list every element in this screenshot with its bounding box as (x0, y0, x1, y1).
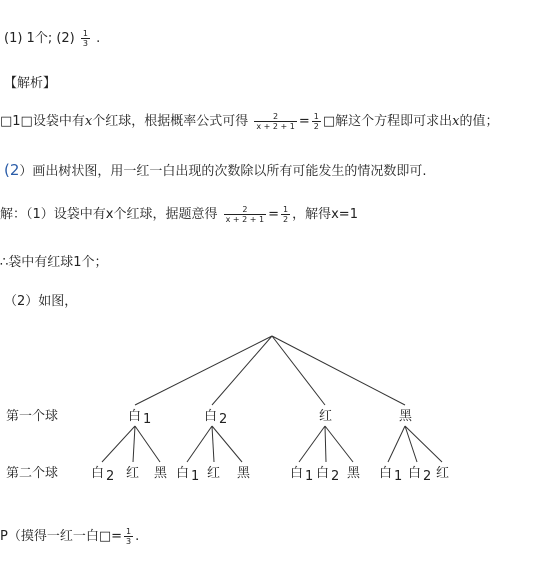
tree-edge (325, 426, 326, 462)
solution-fraction-1: $\frac{2}{x + 2 + 1}$ (225, 205, 265, 224)
tree-edge (212, 336, 272, 405)
tree-edge (102, 426, 135, 462)
tree-node-second: 红 (126, 466, 140, 481)
tree-edge (187, 426, 212, 462)
solution-line-1: 解：（1）设袋中有x个红球，据题意得 $\frac{2}{x + 2 + 1}$ = $\frac{1}{2}$ ，解得x=1 (0, 205, 358, 224)
tree-node-first: 白 1 (128, 409, 152, 427)
tree-node-first: 红 (319, 409, 333, 424)
tree-node-second: 白 2 (91, 466, 115, 484)
tree-edge (388, 426, 405, 462)
solution-line-2: ∴袋中有红球1个； (0, 255, 108, 270)
solution-fraction-2: $\frac{1}{2}$ (283, 205, 289, 224)
probability-fraction: $\frac{1}{3}$ (126, 527, 132, 546)
tree-node-second: 白 2 (408, 466, 432, 484)
tree-node-second: 白 1 (290, 466, 314, 484)
tree-edge (272, 336, 325, 405)
tree-node-second: 黑 (154, 466, 168, 481)
tree-node-second: 黑 (237, 466, 251, 481)
tree-edge (325, 426, 353, 462)
tree-node-second: 白 2 (316, 466, 340, 484)
analysis-line-1: □1□设袋中有x个红球，根据概率公式可得 $\frac{2}{x + 2 + 1}$ = $\frac{1}{2}$ □解这个方程即可求出x的值； (0, 112, 499, 131)
analysis-line-2: (2）画出树状图，用一红一白出现的次数除以所有可能发生的情况数即可. (4, 161, 427, 179)
probability-line: P（摸得一红一白□= $\frac{1}{3}$ . (0, 527, 140, 546)
tree-lines (102, 336, 442, 462)
analysis-title: 【解析】 (4, 76, 57, 91)
answer-fraction: $\frac{1}{3}$ (82, 29, 88, 48)
tree-node-second: 黑 (347, 466, 361, 481)
tree-edge (135, 336, 272, 405)
analysis-fraction-1: $\frac{2}{x + 2 + 1}$ (256, 112, 295, 131)
tree-edge (299, 426, 325, 462)
tree-node-second: 白 1 (379, 466, 403, 484)
tree-node-first: 白 2 (204, 409, 228, 427)
answer-text: (1) 1个; (2) (4, 31, 75, 46)
tree-edge (135, 426, 160, 462)
tree-edge (133, 426, 135, 462)
tree-node-second: 白 1 (176, 466, 200, 484)
tree-edge (212, 426, 214, 462)
solution-line-3: （2）如图， (4, 294, 78, 309)
analysis-fraction-2: $\frac{1}{2}$ (313, 112, 319, 131)
answer-line: (1) 1个; (2) $\frac{1}{3}$ . (4, 29, 101, 48)
row-label-first: 第一个球 (6, 409, 59, 424)
tree-node-second: 红 (436, 466, 450, 481)
row-label-second: 第二个球 (6, 466, 59, 481)
tree-node-second: 红 (207, 466, 221, 481)
tree-edge (212, 426, 242, 462)
tree-edge (272, 336, 405, 405)
tree-node-first: 黑 (399, 409, 413, 424)
